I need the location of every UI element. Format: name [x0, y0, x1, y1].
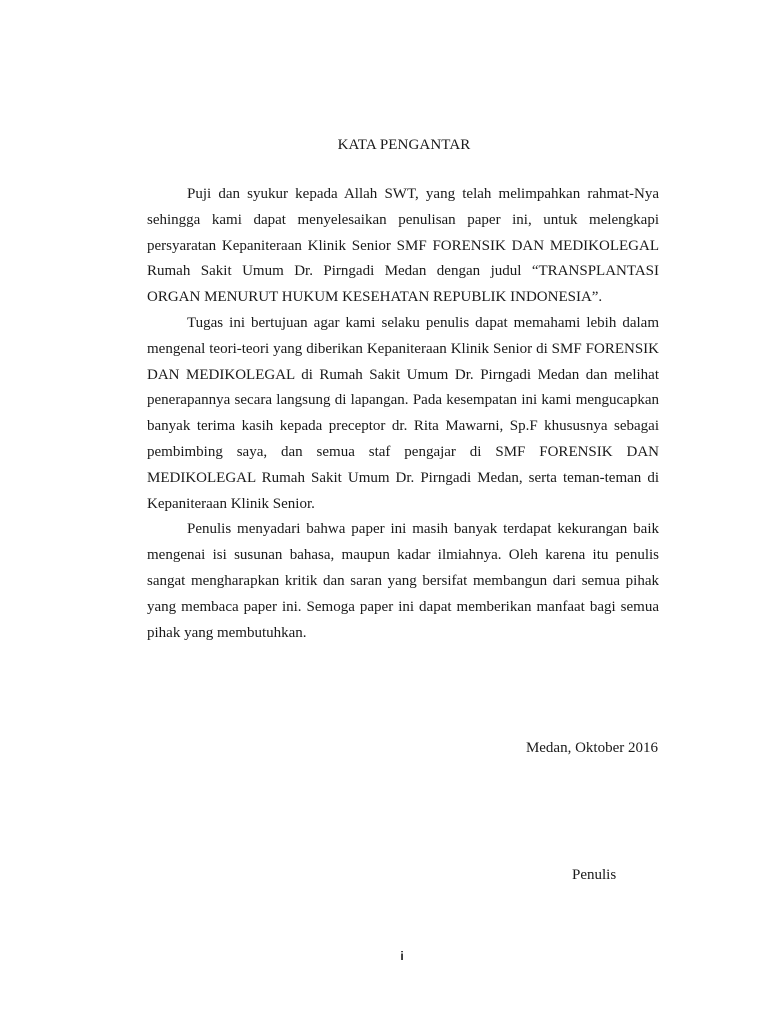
place-date: Medan, Oktober 2016 [525, 740, 658, 756]
paragraph-1: Puji dan syukur kepada Allah SWT, yang telah melimpahkan rahmat-Nya sehingga kami dapat menyelesaikan penulisan paper ini, untuk melengkapi persyaratan Kepaniteraan Klinik Senior SMF FORENSIK DAN MEDIKOLEGAL Rumah Sakit Umum Dr. Pirngadi Medan dengan judul “TRANSPLANTASI ORGAN MENURUT HUKUM KESEHATAN REPUBLIK INDONESIA”. [147, 186, 659, 306]
body-text [147, 182, 659, 646]
page-number: i [400, 949, 404, 963]
page-title: KATA PENGANTAR [337, 137, 471, 153]
paragraph-3: Penulis menyadari bahwa paper ini masih banyak terdapat kekurangan baik mengenai isi susunan bahasa, maupun kadar ilmiahnya. Oleh karena itu penulis sangat mengharapkan kritik dan saran yang bersifat membangun dari semua pihak yang membaca paper ini. Semoga paper ini dapat memberikan manfaat bagi semua pihak yang membutuhkan. [147, 521, 659, 641]
signature-label: Penulis [572, 867, 617, 883]
paragraph-2: Tugas ini bertujuan agar kami selaku penulis dapat memahami lebih dalam mengenal teori-teori yang diberikan Kepaniteraan Klinik Senior di SMF FORENSIK DAN MEDIKOLEGAL di Rumah Sakit Umum Dr. Pirngadi Medan dan melihat penerapannya secara langsung di lapangan. Pada kesempatan ini kami mengucapkan banyak terima kasih kepada preceptor dr. Rita Mawarni, Sp.F khususnya sebagai pembimbing saya, dan semua staf pengajar di SMF FORENSIK DAN MEDIKOLEGAL Rumah Sakit Umum Dr. Pirngadi Medan, serta teman-teman di Kepaniteraan Klinik Senior. [147, 314, 659, 512]
